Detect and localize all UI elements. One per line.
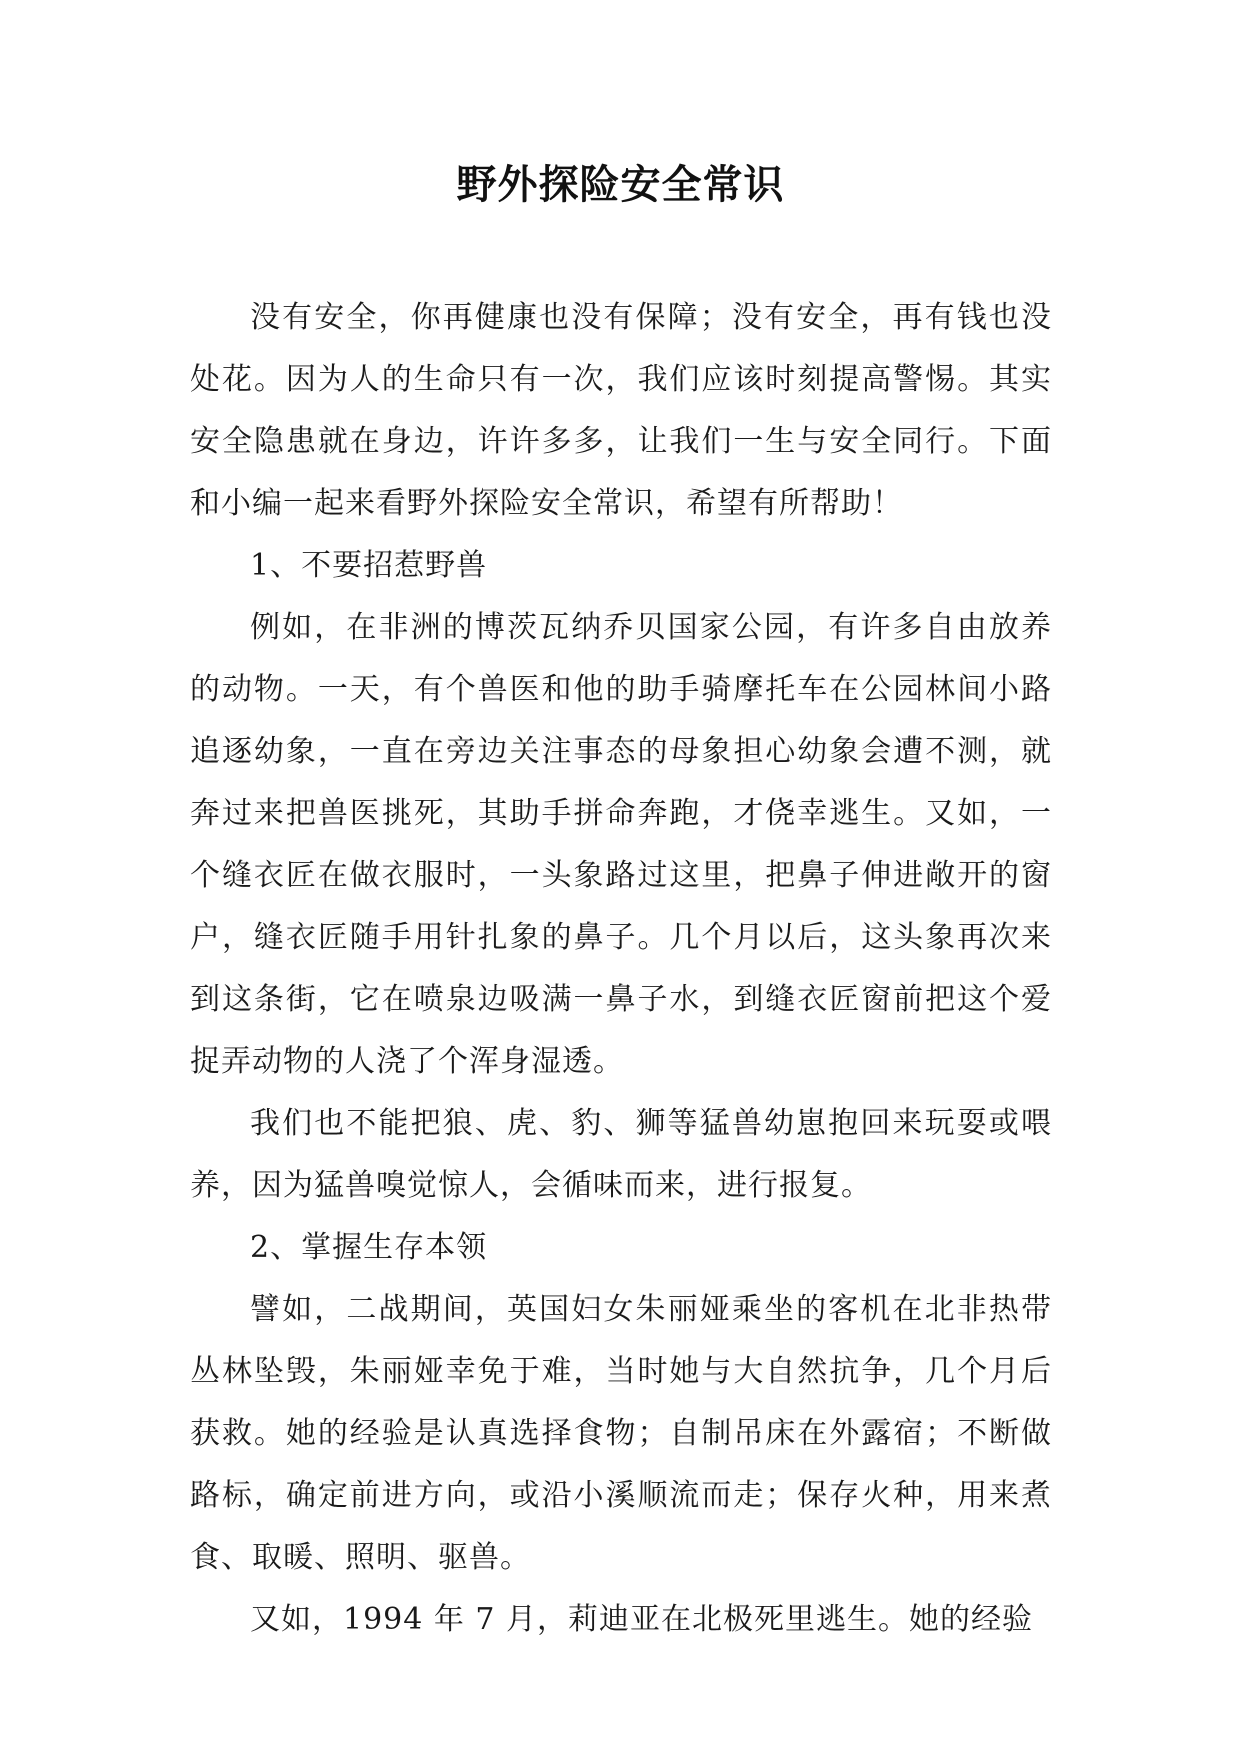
section-1-paragraph-1: 例如，在非洲的博茨瓦纳乔贝国家公园，有许多自由放养的动物。一天，有个兽医和他的助手骑摩托车在公园林间小路追逐幼象，一直在旁边关注事态的母象担心幼象会遭不测，就奔过来把兽医挑死，其助手拼命奔跑，才侥幸逃生。又如，一个缝衣匠在做衣服时，一头象路过这里，把鼻子伸进敞开的窗户，缝衣匠随手用针扎象的鼻子。几个月以后，这头象再次来到这条街，它在喷泉边吸满一鼻子水，到缝衣匠窗前把这个爱捉弄动物的人浇了个浑身湿透。 xyxy=(190,610,1052,1079)
section-heading-1: 1、不要招惹野兽 xyxy=(250,548,488,583)
section-heading-2: 2、掌握生存本领 xyxy=(250,1230,488,1265)
page-title: 野外探险安全常识 xyxy=(456,161,785,208)
section-1-paragraph-2: 我们也不能把狼、虎、豹、狮等猛兽幼崽抱回来玩耍或喂养，因为猛兽嗅觉惊人，会循味而来，进行报复。 xyxy=(190,1106,1052,1203)
document-body xyxy=(190,287,1052,1651)
section-2-paragraph-2: 又如，1994 年 7 月，莉迪亚在北极死里逃生。她的经验 xyxy=(250,1602,1034,1637)
intro-paragraph: 没有安全，你再健康也没有保障；没有安全，再有钱也没处花。因为人的生命只有一次，我们应该时刻提高警惕。其实安全隐患就在身边，许许多多，让我们一生与安全同行。下面和小编一起来看野外探险安全常识，希望有所帮助！ xyxy=(190,300,1052,521)
section-2-paragraph-1: 譬如，二战期间，英国妇女朱丽娅乘坐的客机在北非热带丛林坠毁，朱丽娅幸免于难，当时她与大自然抗争，几个月后获救。她的经验是认真选择食物；自制吊床在外露宿；不断做路标，确定前进方向，或沿小溪顺流而走；保存火种，用来煮食、取暖、照明、驱兽。 xyxy=(190,1292,1052,1575)
